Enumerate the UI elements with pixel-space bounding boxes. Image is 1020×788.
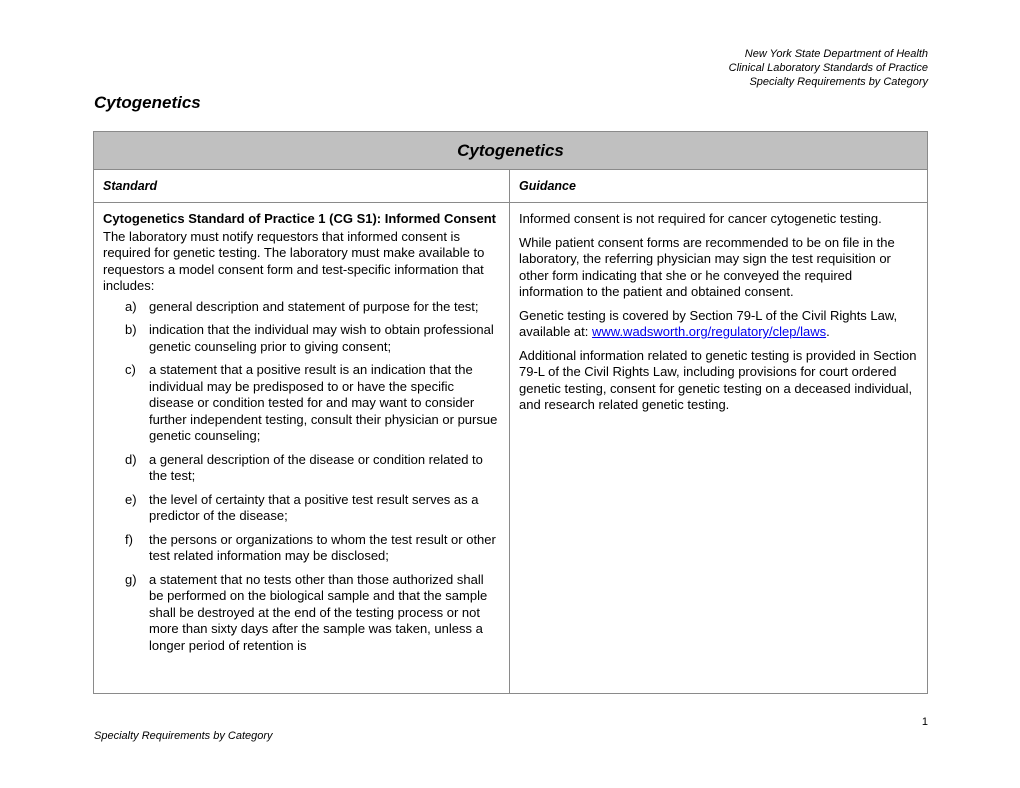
- table-column-headers: [94, 170, 927, 203]
- list-item: [103, 492, 501, 525]
- list-item-text: the level of certainty that a positive test result serves as a predictor of the disease;: [149, 491, 479, 523]
- list-marker: a): [125, 298, 137, 314]
- list-item-text: indication that the individual may wish to obtain professional genetic counseling prior to giving consent;: [149, 322, 494, 354]
- list-item-text: a statement that no tests other than those authorized shall be performed on the biological sample and that the sample shall be destroyed at the end of the testing process or not more than sixty days after the sample was taken, unless a longer period of retention is: [149, 571, 488, 653]
- page-footer: Specialty Requirements by Category: [94, 730, 273, 742]
- page-number: 1: [921, 716, 928, 728]
- guidance-paragraph-additional-info: Additional information related to genetic testing is provided in Section 79-L of the Civil Rights Law, including provisions for court ordered genetic testing, consent for genetic testing on a deceased individual, and research related genetic testing.: [519, 347, 917, 412]
- table-row: [94, 203, 927, 693]
- list-item: [103, 572, 501, 655]
- requirement-list: [103, 299, 501, 655]
- page-title: Cytogenetics: [94, 93, 201, 112]
- guidance-paragraph-cancer: Informed consent is not required for cancer cytogenetic testing.: [519, 211, 882, 226]
- list-item: [103, 452, 501, 485]
- standard-cell: [94, 203, 510, 693]
- header-line-document: Clinical Laboratory Standards of Practice: [728, 62, 928, 74]
- civil-rights-text: Genetic testing is covered by Section 79-L of the Civil Rights Law, available at:: [519, 307, 898, 339]
- column-header-standard: Standard: [94, 170, 510, 202]
- list-item-text: a general description of the disease or condition related to the test;: [149, 451, 483, 483]
- wadsworth-laws-link[interactable]: www.wadsworth.org/regulatory/clep/laws: [592, 324, 827, 339]
- header-line-agency: New York State Department of Health: [744, 48, 928, 60]
- list-marker: c): [125, 362, 136, 377]
- standard-intro: The laboratory must notify requestors that informed consent is required for genetic testing. The laboratory must make available to requestors a model consent form and test-specific information that includes:: [103, 228, 485, 293]
- list-item: [103, 299, 501, 316]
- list-marker: b): [125, 322, 137, 337]
- guidance-cell: [510, 203, 927, 693]
- list-marker: e): [125, 491, 137, 507]
- header-line-section: Specialty Requirements by Category: [749, 76, 928, 88]
- list-marker: d): [125, 451, 137, 467]
- list-marker: f): [125, 531, 133, 547]
- list-item-text: the persons or organizations to whom the test result or other test related information may be disclosed;: [149, 531, 496, 563]
- list-item-text: general description and statement of purpose for the test;: [149, 298, 479, 314]
- list-item: [103, 322, 501, 355]
- list-item: [103, 362, 501, 445]
- page-header: [729, 47, 928, 89]
- civil-rights-period: .: [826, 324, 830, 339]
- column-header-guidance: Guidance: [519, 179, 576, 193]
- list-item: [103, 532, 501, 565]
- standards-table: [93, 131, 928, 694]
- standard-title: Cytogenetics Standard of Practice 1 (CG S1): Informed Consent: [103, 211, 496, 226]
- table-title: Cytogenetics: [94, 132, 927, 170]
- list-item-text: a statement that a positive result is an indication that the individual may be predisposed to or have the specific disease or condition tested for and may want to consider further independent testing, consult their physician or pursue genetic counseling;: [149, 362, 498, 443]
- guidance-paragraph-consent-forms: While patient consent forms are recommended to be on file in the laboratory, the referring physician may sign the test requisition or other form indicating that she or he conveyed the required information to the patient and obtained consent.: [519, 234, 895, 299]
- list-marker: g): [125, 571, 137, 587]
- guidance-paragraph-civil-rights: [519, 308, 919, 341]
